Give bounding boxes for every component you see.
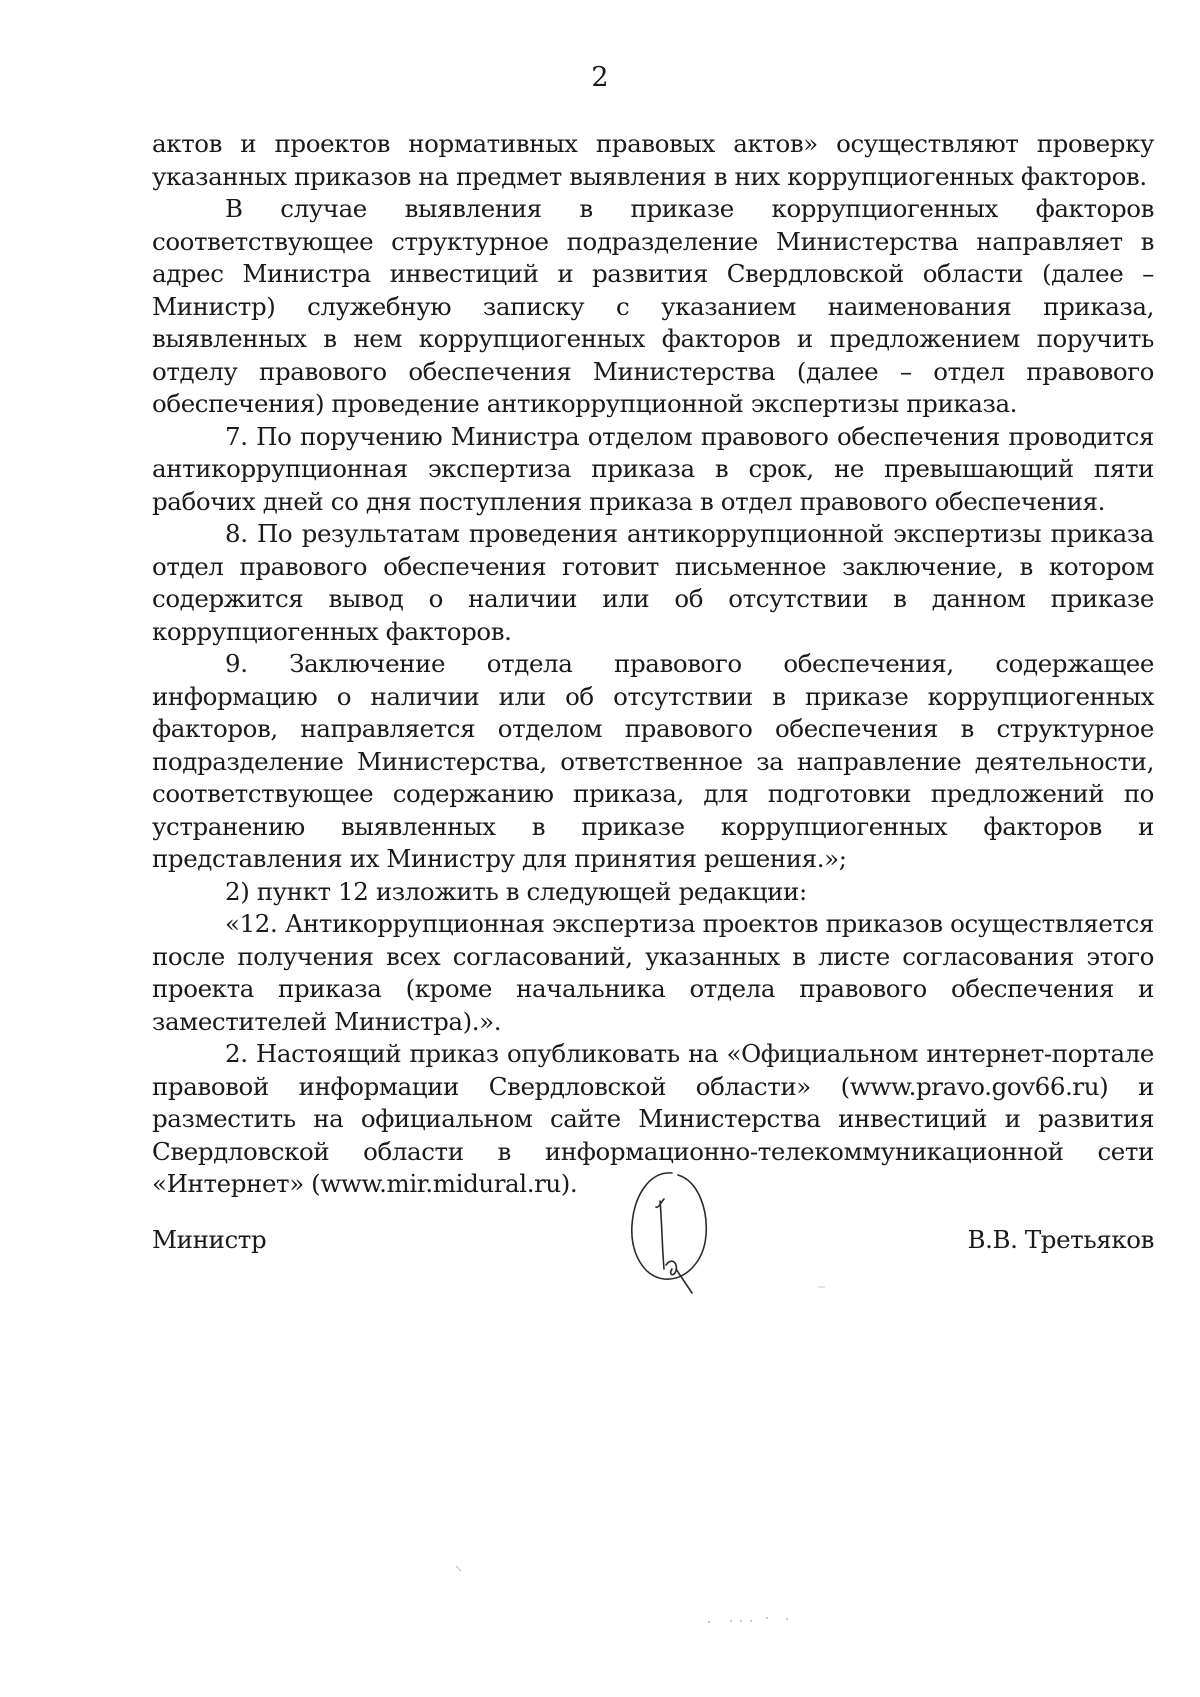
paragraph-item-12: «12. Антикоррупционная экспертиза проектов приказов осуществляется после получения всех согласований, указанных в листе согласования этого проекта приказа (кроме начальника отдела правового обеспечения и заместителей Министра).». <box>152 909 1154 1036</box>
scan-artifact-line <box>818 1285 826 1289</box>
paragraph-continuation: актов и проектов нормативных правовых актов» осуществляют проверку указанных приказов на предмет выявления в них коррупциогенных факторов. <box>152 129 1154 191</box>
paragraph-publication: 2. Настоящий приказ опубликовать на «Официальном интернет-портале правовой информации Свердловской области» (www.pravo.gov66.ru) и разместить на официальном сайте Министерства инвестиций и развития Свердловской области в информационно-телекоммуникационной сети «Интернет» (www.mir.midural.ru). <box>152 1039 1154 1198</box>
paragraph-item-9: 9. Заключение отдела правового обеспечения, содержащее информацию о наличии или об отсутствии в приказе коррупциогенных факторов, направляется отделом правового обеспечения в структурное подразделение Министерства, ответственное за направление деятельности, соответствующее содержанию приказа, для подготовки предложений по устранению выявленных в приказе коррупциогенных факторов и представления их Министру для принятия решения.»; <box>152 649 1154 873</box>
paragraph-item-8: 8. По результатам проведения антикоррупционной экспертизы приказа отдел правового обеспечения готовит письменное заключение, в котором содержится вывод о наличии или об отсутствии в данном приказе коррупциогенных факторов. <box>152 519 1154 646</box>
document-body <box>152 128 1154 1201</box>
page-number: 2 <box>591 62 609 93</box>
scan-artifact-dots <box>705 1615 795 1625</box>
paragraph-subitem-2: 2) пункт 12 изложить в следующей редакции: <box>225 876 807 906</box>
signatory-name: В.В. Третьяков <box>967 1225 1154 1254</box>
handwritten-signature <box>620 1165 730 1295</box>
paragraph-item-7: 7. По поручению Министра отделом правового обеспечения проводится антикоррупционная экспертиза приказа в срок, не превышающий пяти рабочих дней со дня поступления приказа в отдел правового обеспечения. <box>152 421 1154 516</box>
scan-artifact-mark <box>455 1565 463 1573</box>
signatory-title: Министр <box>152 1225 267 1254</box>
paragraph-detection-case: В случае выявления в приказе коррупциогенных факторов соответствующее структурное подразделение Министерства направляет в адрес Министра инвестиций и развития Свердловской области (далее – Министр) служебную записку с указанием наименования приказа, выявленных в нем коррупциогенных факторов и предложением поручить отделу правового обеспечения Министерства (далее – отдел правового обеспечения) проведение антикоррупционной экспертизы приказа. <box>152 194 1154 418</box>
